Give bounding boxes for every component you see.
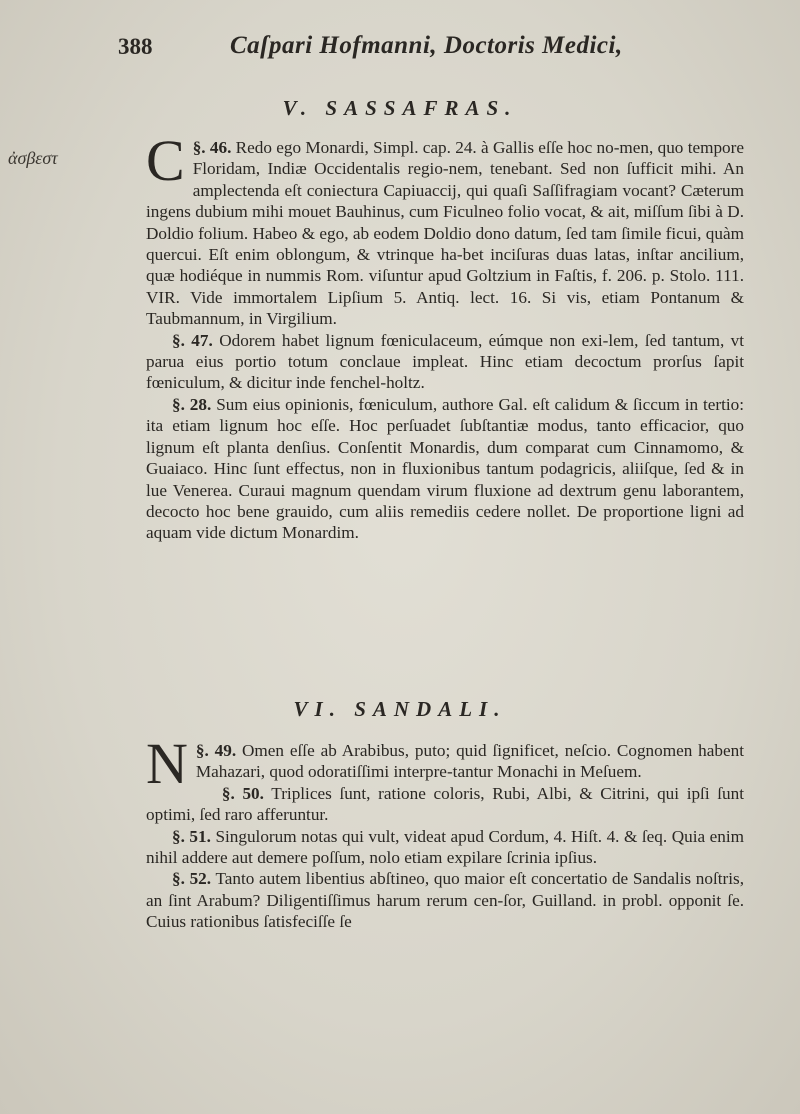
drop-cap: N: [146, 731, 188, 796]
paragraph-text: Singulorum notas qui vult, videat apud Cordum, 4. Hiſt. 4. & ſeq. Quia enim nihil addere aut demere poſſum, nolo etiam expilare ſcrinia ipſius.: [146, 826, 745, 868]
paragraph: [146, 868, 744, 932]
paragraph: [146, 783, 744, 826]
running-title: Caſpari Hofmanni, Doctoris Medici,: [230, 32, 623, 59]
paragraph-text: Tanto autem libentius abſtineo, quo maior eſt concertatio de Sandalis noſtris, an ſint Arabum? Diligentiſſimus harum rerum cen-ſor, Guilland. in probl. opponit ſe. Cuius rationibus ſatisfeciſſe ſe: [146, 869, 744, 932]
paragraph-text: Odorem habet lignum fœniculaceum, eúmque non exi-lem, ſed tantum, vt parua eius portio totum conclaue impleat. Hinc etiam decoctum prorſus ſapit fœniculum, & dicitur inde fenchel-holtz.: [146, 330, 745, 393]
paragraph-text: Triplices ſunt, ratione coloris, Rubi, Albi, & Citrini, qui ipſi ſunt optimi, ſed raro afferuntur.: [146, 783, 745, 825]
paragraph: [146, 394, 744, 544]
paragraph-number: §. 46.: [192, 138, 232, 157]
page-header: [118, 30, 678, 70]
paragraph-number: §. 49.: [195, 741, 237, 760]
section-body-sandali: [146, 731, 745, 933]
paragraph-number: §. 52.: [172, 869, 212, 889]
page-number: 388: [118, 34, 153, 59]
paragraph: [146, 128, 745, 330]
paragraph-text: Redo ego Monardi, Simpl. cap. 24. à Gallis eſſe hoc no-men, quo tempore Floridam, Indiæ Occidentalis regio-nem, tenebant. Sed non ſufficit mihi. An amplectenda eſt coniectura Capiuaccij, qui quaſi Saſſifragiam vocant? Cæterum ingens dubium mihi mouet Bauhinus, cum Ficulneo folio vocat, & ait, miſſum ſibi à D. Doldio folium. Habeo & ego, ab eodem Doldio dono datum, ſed tam ſimile ficui, quàm quercui. Eſt enim oblongum, & vtrinque ha-bet inciſuras duas latas, inſtar ancilium, quæ hodiéque in nummis Rom. viſuntur apud Goltzium in Faſtis, f. 206. p. Stolo. 111. VIR. Vide immortalem Lipſium 5. Antiq. lect. 16. Si vis, etiam Pontanum & Taubmannum, in Virgilium.: [146, 138, 745, 329]
paragraph-number: §. 28.: [172, 394, 212, 414]
section-body-sassafras: [146, 128, 745, 544]
section-heading-sassafras: V. SASSAFRAS.: [282, 96, 518, 120]
paragraph-number: §. 50.: [221, 783, 264, 803]
paragraph: [146, 330, 744, 394]
paragraph-number: §. 47.: [172, 330, 213, 350]
paragraph-number: §. 51.: [172, 826, 211, 846]
section-heading-sandali: VI. SANDALI.: [293, 697, 507, 721]
paragraph: [146, 826, 744, 869]
margin-annotation: ἀσβεστ: [8, 148, 58, 168]
paragraph-text: Sum eius opinionis, fœniculum, authore Gal. eſt calidum & ſiccum in tertio: ita etiam lignum hoc eſſe. Hoc perſuadet ſubſtantiæ modus, tanto efficacior, quo lignum eſt planta denſius. Conſentit Monardis, dum comparat cum Cinnamomo, & Guaiaco. Hinc ſunt effectus, non in fluxionibus tantum podagricis, aliiſque, ſed & in lue Venerea. Curaui magnum quendam virum fluxione ad dextrum genu laborantem, decocto hoc bene grauido, cum aliis remediis cedere nollet. De proportione ligni ad aquam vide dictum Monardim.: [146, 394, 745, 543]
drop-cap: C: [146, 128, 185, 193]
paragraph-text: Omen eſſe ab Arabibus, puto; quid ſignificet, neſcio. Cognomen habent Mahazari, quod odoratiſſimi interpre-tantur Monachi in Meſuem.: [195, 741, 744, 782]
